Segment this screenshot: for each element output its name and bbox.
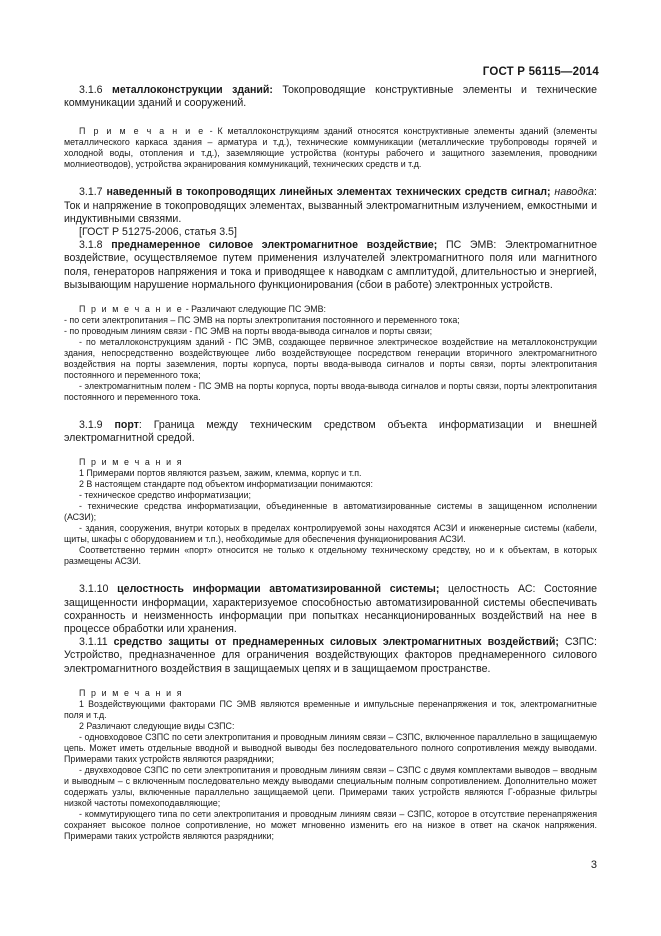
term-name: целостность информации автоматизированной системы; <box>117 583 440 596</box>
note-item: - здания, сооружения, внутри которых в пределах контролируемой зоны находятся АСЗИ и инженерные системы (кабели, щиты, шкафы с оборудованием и т.п.), необходимые для обеспечения функционирования АСЗИ. <box>64 523 597 545</box>
spacer <box>64 170 597 186</box>
term-source: [ГОСТ Р 51275-2006, статья 3.5] <box>79 226 237 239</box>
spacer <box>64 110 597 126</box>
spacer <box>64 445 597 457</box>
note-3-1-6 <box>64 126 597 170</box>
term-3-1-7 <box>64 186 597 226</box>
spacer <box>64 403 597 419</box>
note-label: П р и м е ч а н и я <box>79 687 184 698</box>
term-name: наведенный в токопроводящих линейных элементах технических средств сигнал; <box>106 186 551 199</box>
note-item: - техническое средство информатизации; <box>79 490 251 501</box>
note-label: П р и м е ч а н и е <box>79 126 205 137</box>
document-code-header: ГОСТ Р 56115—2014 <box>482 66 599 78</box>
note-item: - одновходовое СЗПС по сети электропитания и проводным линиям связи – СЗПС, включенное параллельно в защищаемую цепь. Может иметь отдельные вводной и выводной выводы без последовательного полного сопротивления между выводами. Примерами таких устройств являются разрядники; <box>64 731 597 764</box>
note-item: 1 Примерами портов являются разъем, зажим, клемма, корпус и т.п. <box>79 468 362 479</box>
term-3-1-11 <box>64 636 597 676</box>
note-label: П р и м е ч а н и е <box>79 304 184 315</box>
term-definition: СЗПС: Устройство, предназначенное для ограничения воздействующих факторов преднамеренного силового электромагнитного воздействия в защищаемых цепях и в защищаемом пространстве. <box>64 636 597 675</box>
term-3-1-6 <box>64 84 597 110</box>
note-item: - по сети электропитания – ПС ЭМВ на порты электропитания постоянного и переменного тока; <box>64 315 460 326</box>
spacer <box>64 292 597 304</box>
term-3-1-10 <box>64 583 597 636</box>
spacer <box>64 676 597 688</box>
note-item: - электромагнитным полем - ПС ЭМВ на порты корпуса, порты ввода-вывода сигналов и порты связи, порты электропитания постоянного и переменного тока. <box>64 381 597 403</box>
note-item: Соответственно термин «порт» относится не только к отдельному техническому средству, но и к объектам, в которых размещены АСЗИ. <box>64 545 597 567</box>
note-item: - технические средства информатизации, объединенные в автоматизированные системы в защищенном исполнении (АСЗИ); <box>64 501 597 523</box>
term-alt-name: наводка <box>554 186 595 199</box>
note-text: - К металлоконструкциям зданий относятся конструктивные элементы зданий (элементы металлического каркаса здания – арматура и т.д.), технические коммуникации (металлические трубопроводы горячей и холодной воды, отопления и т.д.), заземляющие устройства (контуры рабочего и защитного заземления, проводники молниеотводов), устройства экранирования коммуникаций, технических средств и т.д. <box>64 126 597 170</box>
term-number: 3.1.6 <box>79 84 113 96</box>
note-text: - Различают следующие ПС ЭМВ: <box>183 304 326 315</box>
term-number: 3.1.11 <box>79 636 114 649</box>
note-label-3-1-9 <box>64 457 597 468</box>
term-name: порт <box>114 419 139 432</box>
term-number: 3.1.9 <box>79 419 115 432</box>
note-item: - двухвходовое СЗПС по сети электропитания и проводным линиям связи – СЗПС с двумя комплектами выводов – вводным и выводным – с включенным последовательно между выводами специальным полным сопротивлением. Дополнительно может содержать узлы, включенные параллельно защищаемой цепи. Примерами таких устройств являются Г-образные фильтры низкой частоты помехоподавляющие; <box>64 764 597 808</box>
note-label: П р и м е ч а н и я <box>79 457 184 468</box>
note-item: 1 Воздействующими факторами ПС ЭМВ являются временные и импульсные перенапряжения и ток, электромагнитные поля и т.д. <box>64 698 597 720</box>
term-number: 3.1.7 <box>79 186 107 199</box>
term-definition: целостность АС: Состояние защищенности информации, характеризуемое способностью автоматизированной системы обеспечивать сохранность и неизменность информации при попытках несанкционированных воздействий на нее в процессе обработки или хранения. <box>64 583 597 636</box>
term-name: средство защиты от преднамеренных силовых электромагнитных воздействий; <box>113 636 559 649</box>
term-definition: ПС ЭМВ: Электромагнитное воздействие, осуществляемое путем применения излучателей электромагнитного поля или магнитного поля, генераторов напряжения и тока и приводящее к наводкам с амплитудой, длительностью и энергией, вызывающим нарушение нормального функционирования (сбои в работе) электронных устройств. <box>64 239 598 291</box>
term-3-1-8 <box>64 239 597 292</box>
note-item: - коммутирующего типа по сети электропитания и проводным линиям связи – СЗПС, которое в отсутствие перенапряжения сохраняет высокое полное сопротивление, но может мгновенно изменить его на низкое в ответ на скачок напряжения. Примерами таких устройств являются разрядники; <box>64 808 597 841</box>
note-item: 2 Различают следующие виды СЗПС: <box>79 720 235 731</box>
term-number: 3.1.8 <box>79 239 112 252</box>
term-definition: : Ток и напряжение в токопроводящих элементах, вызванный электромагнитным излучением, емкостными и индуктивными связями. <box>64 186 597 225</box>
note-item: 2 В настоящем стандарте под объектом информатизации понимаются: <box>79 479 373 490</box>
term-definition: : Граница между техническим средством объекта информатизации и внешней электромагнитной средой. <box>64 419 597 445</box>
term-number: 3.1.10 <box>79 583 118 596</box>
document-body <box>64 84 597 842</box>
term-3-1-9 <box>64 419 597 445</box>
term-definition: Токопроводящие конструктивные элементы и технические коммуникации зданий и сооружений. <box>64 84 597 110</box>
page-number: 3 <box>590 859 597 871</box>
note-label-3-1-11 <box>64 688 597 699</box>
spacer <box>64 567 597 583</box>
note-item: - по проводным линиям связи - ПС ЭМВ на порты ввода-вывода сигналов и порты связи; <box>64 326 433 337</box>
note-3-1-8-intro <box>64 304 597 315</box>
term-name: преднамеренное силовое электромагнитное воздействие; <box>111 239 438 252</box>
term-name: металлоконструкции зданий: <box>112 84 273 96</box>
note-item: - по металлоконструкциям зданий - ПС ЭМВ, создающее первичное электрическое воздействие на металлоконструкции здания, непосредственно воздействующее либо воздействующее посредством генерации вторичного электромагнитного воздействия на порты заземления, порты корпуса, порты ввода-вывода сигналов и порты связи, порты электропитания постоянного и переменного тока; <box>64 337 597 381</box>
